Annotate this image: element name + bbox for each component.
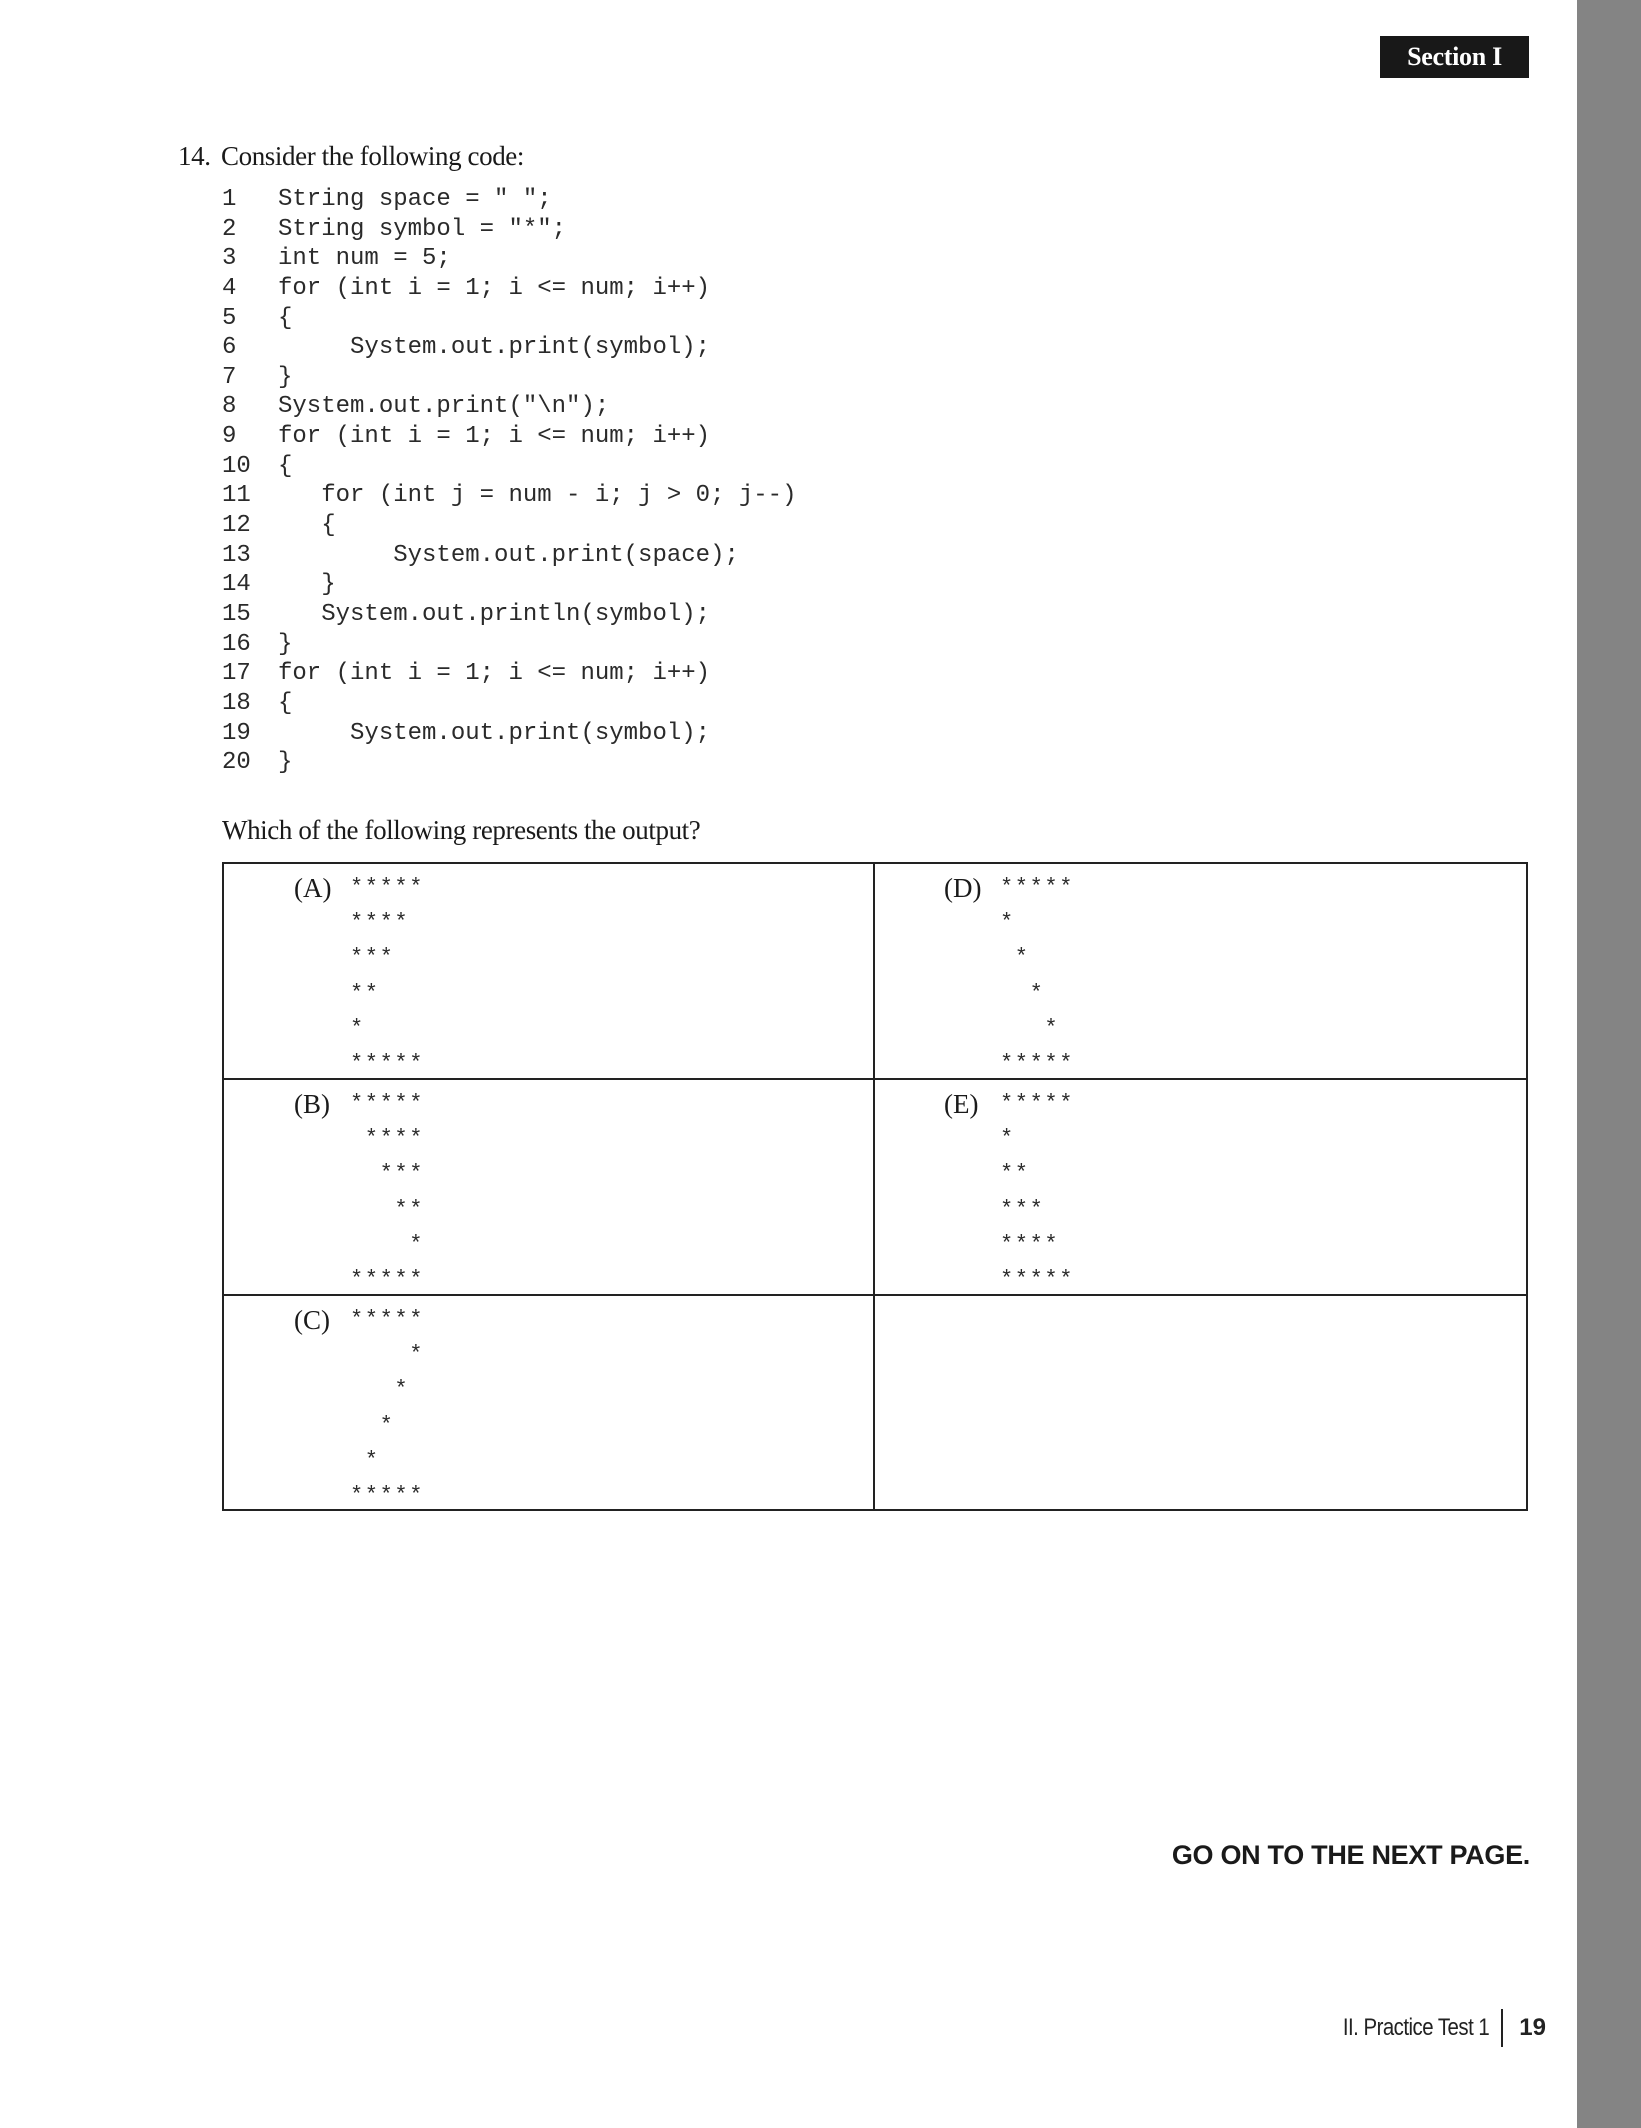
choice-label: (B) — [294, 1089, 330, 1119]
output-row: * — [350, 1377, 410, 1403]
line-number: 2 — [222, 215, 237, 243]
output-row: * — [1000, 945, 1030, 971]
choice-output — [350, 876, 424, 1087]
line-number: 20 — [222, 749, 251, 777]
line-number: 15 — [222, 600, 251, 628]
code-line — [222, 363, 796, 393]
line-number: 18 — [222, 689, 251, 717]
code-line — [222, 600, 796, 630]
choice-output — [1000, 876, 1074, 1087]
code-text: int num = 5; — [278, 245, 451, 273]
page-number: 19 — [1519, 2014, 1546, 2041]
code-line — [222, 630, 796, 660]
choice-output — [350, 1092, 424, 1303]
code-line — [222, 452, 796, 482]
code-text: { — [278, 304, 293, 332]
code-line — [222, 481, 796, 511]
question-number: 14. — [178, 141, 211, 171]
code-text: System.out.print(symbol); — [278, 334, 711, 362]
choice-label: (C) — [294, 1305, 330, 1335]
go-on-notice: GO ON TO THE NEXT PAGE. — [1171, 1840, 1530, 1870]
question-stem — [178, 140, 524, 172]
output-row: *** — [1000, 1196, 1045, 1222]
output-row: ***** — [350, 1050, 425, 1076]
code-listing — [222, 185, 796, 778]
line-number: 6 — [222, 334, 237, 362]
code-text: for (int j = num - i; j > 0; j--) — [278, 482, 797, 510]
output-row: ***** — [350, 875, 425, 900]
output-row: ***** — [1000, 1266, 1075, 1292]
answer-choice-e[interactable] — [875, 1080, 1526, 1296]
answer-choice-d[interactable] — [875, 864, 1526, 1080]
output-row: ** — [350, 1196, 425, 1222]
line-number: 17 — [222, 660, 251, 688]
page-footer — [1317, 2008, 1546, 2048]
output-row: **** — [1000, 1231, 1060, 1257]
line-number: 9 — [222, 423, 237, 451]
code-line — [222, 541, 796, 571]
choice-label: (D) — [944, 873, 982, 903]
line-number: 11 — [222, 482, 251, 510]
output-row: ***** — [350, 1482, 425, 1508]
page-edge-band — [1577, 0, 1641, 2128]
choice-label: (E) — [944, 1089, 979, 1119]
output-row: * — [350, 1015, 365, 1041]
line-number: 4 — [222, 274, 237, 302]
code-text: for (int i = 1; i <= num; i++) — [278, 423, 711, 451]
output-row: ***** — [350, 1091, 425, 1116]
code-line — [222, 185, 796, 215]
code-text: { — [278, 512, 336, 540]
code-line — [222, 304, 796, 334]
output-row: * — [1000, 1015, 1060, 1041]
code-line — [222, 422, 796, 452]
question-text: Consider the following code: — [221, 141, 524, 171]
code-line — [222, 392, 796, 422]
line-number: 10 — [222, 452, 251, 480]
code-line — [222, 274, 796, 304]
line-number: 16 — [222, 630, 251, 658]
code-text: { — [278, 689, 293, 717]
choice-output — [1000, 1092, 1074, 1303]
line-number: 3 — [222, 245, 237, 273]
output-row: ***** — [1000, 875, 1075, 900]
choice-output — [350, 1308, 424, 1519]
answer-choice-b[interactable] — [224, 1080, 875, 1296]
code-line — [222, 689, 796, 719]
question-prompt: Which of the following represents the output? — [222, 815, 701, 845]
empty-cell — [875, 1296, 1526, 1509]
code-text: String symbol = "*"; — [278, 215, 567, 243]
code-line — [222, 748, 796, 778]
line-number: 7 — [222, 363, 237, 391]
code-text: { — [278, 452, 293, 480]
output-row: * — [350, 1231, 425, 1257]
output-row: * — [350, 1342, 425, 1368]
code-text: for (int i = 1; i <= num; i++) — [278, 660, 711, 688]
code-text: String space = " "; — [278, 186, 552, 213]
code-text: for (int i = 1; i <= num; i++) — [278, 274, 711, 302]
choice-label: (A) — [294, 873, 332, 903]
output-row: ***** — [350, 1307, 425, 1332]
code-text: } — [278, 630, 293, 658]
output-row: ***** — [1000, 1091, 1075, 1116]
output-row: * — [350, 1447, 380, 1473]
line-number: 5 — [222, 304, 237, 332]
output-row: ***** — [1000, 1050, 1075, 1076]
line-number: 1 — [222, 186, 237, 213]
line-number: 8 — [222, 393, 237, 421]
output-row: ** — [350, 980, 380, 1006]
output-row: ***** — [350, 1266, 425, 1292]
code-text: System.out.println(symbol); — [278, 600, 711, 628]
code-text: System.out.print("\n"); — [278, 393, 610, 421]
answer-choice-c[interactable] — [224, 1296, 875, 1509]
line-number: 12 — [222, 512, 251, 540]
code-line — [222, 333, 796, 363]
output-row: * — [1000, 910, 1015, 936]
section-badge: Section I — [1380, 36, 1529, 78]
output-row: * — [1000, 1126, 1015, 1152]
code-text: } — [278, 749, 293, 777]
output-row: * — [1000, 980, 1045, 1006]
output-row: **** — [350, 1126, 425, 1152]
output-row: *** — [350, 945, 395, 971]
code-line — [222, 215, 796, 245]
code-line — [222, 244, 796, 274]
output-row: * — [350, 1412, 395, 1438]
output-row: ** — [1000, 1161, 1030, 1187]
part-title: II. Practice Test 1 — [1342, 2014, 1490, 2041]
code-line — [222, 719, 796, 749]
code-line — [222, 511, 796, 541]
code-text: System.out.print(space); — [278, 541, 739, 569]
code-text: System.out.print(symbol); — [278, 719, 711, 747]
line-number: 19 — [222, 719, 251, 747]
code-line — [222, 570, 796, 600]
output-row: *** — [350, 1161, 425, 1187]
code-text: } — [278, 363, 293, 391]
footer-divider — [1501, 2009, 1503, 2047]
code-text: } — [278, 571, 336, 599]
output-row: **** — [350, 910, 410, 936]
line-number: 14 — [222, 571, 251, 599]
answer-choice-a[interactable] — [224, 864, 875, 1080]
line-number: 13 — [222, 541, 251, 569]
code-line — [222, 659, 796, 689]
answer-choices-table — [222, 862, 1528, 1511]
